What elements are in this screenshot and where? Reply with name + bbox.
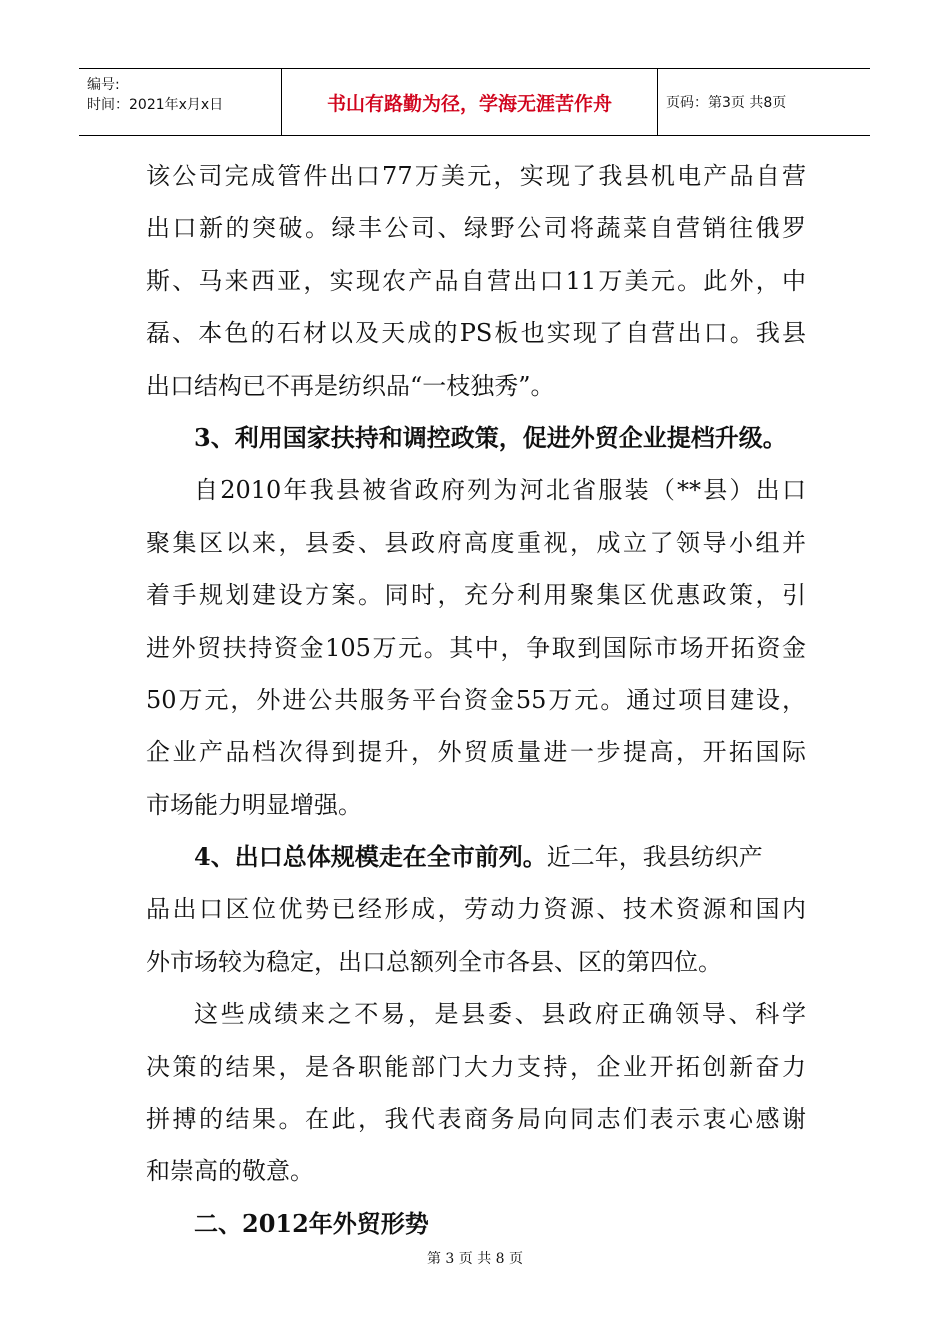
- body-line: 聚集区以来，县委、县政府高度重视，成立了领导小组并: [146, 528, 806, 557]
- header-meta: [79, 69, 282, 135]
- body-line: 自2010年我县被省政府列为河北省服装（**县）出口: [194, 476, 806, 505]
- body-line: 拼搏的结果。在此，我代表商务局向同志们表示衷心感谢: [146, 1105, 806, 1134]
- body-line: 这些成绩来之不易，是县委、县政府正确领导、科学: [194, 1000, 806, 1029]
- body-line: 决策的结果，是各职能部门大力支持，企业开拓创新奋力: [146, 1052, 806, 1081]
- body-line: 出口新的突破。绿丰公司、绿野公司将蔬菜自营销往俄罗: [146, 214, 806, 243]
- page-footer: 第 3 页 共 8 页: [426, 1251, 524, 1267]
- body-text: 近二年，我县纺织产: [546, 843, 763, 872]
- body-line: 该公司完成管件出口77万美元，实现了我县机电产品自营: [146, 162, 806, 190]
- body-line: 市场能力明显增强。: [146, 790, 362, 819]
- document-body: [146, 150, 806, 1250]
- document-number: 编号:: [87, 77, 120, 93]
- body-line: 磊、本色的石材以及天成的PS板也实现了自营出口。我县: [146, 319, 806, 348]
- body-line: 着手规划建设方案。同时，充分利用聚集区优惠政策，引: [146, 581, 806, 610]
- body-line: 斯、马来西亚，实现农产品自营出口11万美元。此外，中: [146, 266, 806, 295]
- document-date: 时间：2021年x月x日: [87, 97, 224, 113]
- section-heading-4: 4、出口总体规模走在全市前列。: [194, 842, 547, 872]
- body-line: 和崇高的敬意。: [146, 1157, 314, 1186]
- body-line: 50万元，外进公共服务平台资金55万元。通过项目建设，: [146, 685, 806, 714]
- body-line: 外市场较为稳定，出口总额列全市各县、区的第四位。: [146, 947, 722, 976]
- section-heading-2: 二、2012年外贸形势: [194, 1208, 429, 1238]
- body-line: 出口结构已不再是纺织品“一枝独秀”。: [146, 371, 555, 400]
- header-page-number: 页码：第3页 共8页: [666, 95, 787, 111]
- body-line: 品出口区位优势已经形成，劳动力资源、技术资源和国内: [146, 895, 806, 924]
- page-header: [79, 68, 870, 136]
- body-line: 企业产品档次得到提升，外贸质量进一步提高，开拓国际: [146, 738, 806, 767]
- body-line: 进外贸扶持资金105万元。其中，争取到国际市场开拓资金: [146, 633, 806, 662]
- section-heading-3: 3、利用国家扶持和调控政策，促进外贸企业提档升级。: [194, 422, 787, 452]
- section-paragraph-4: [146, 831, 806, 883]
- header-motto: 书山有路勤为径，学海无涯苦作舟: [282, 69, 658, 135]
